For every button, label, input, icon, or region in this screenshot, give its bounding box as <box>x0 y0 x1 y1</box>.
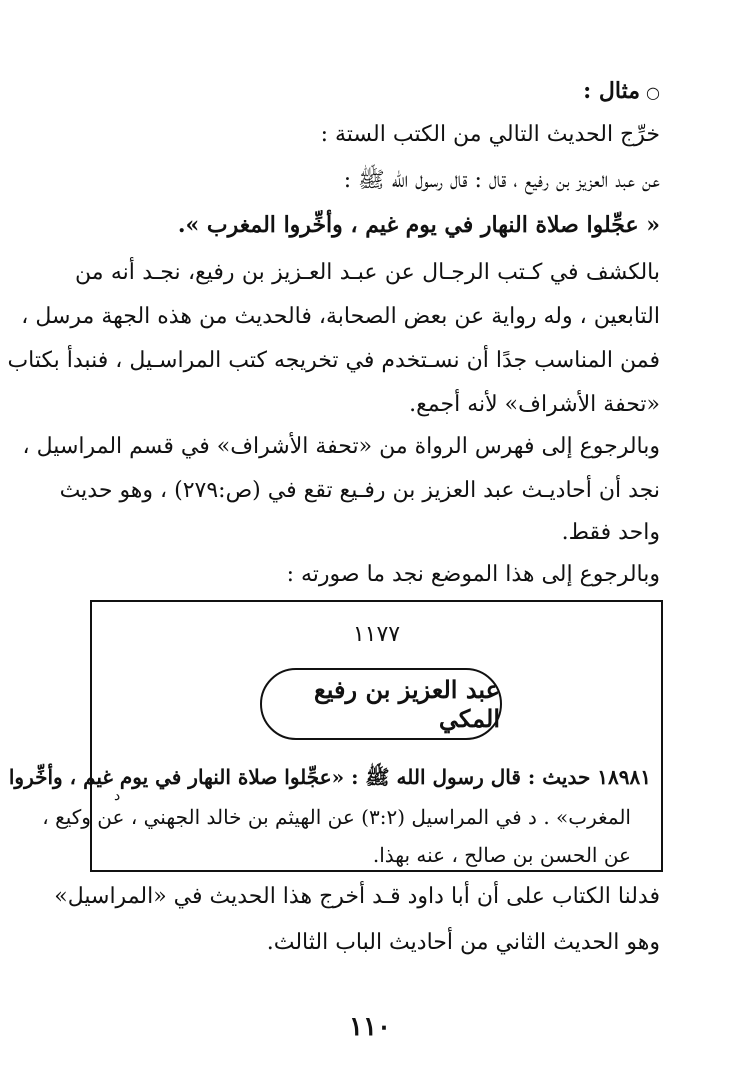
paragraph-line: وبالرجوع إلى هذا الموضع نجد ما صورته : <box>286 562 660 587</box>
narrator-name: عبد العزيز بن رفيع المكي <box>314 675 500 733</box>
index-excerpt-box <box>8 600 663 872</box>
paragraph-line: التابعين ، وله رواية عن بعض الصحابة، فالحديث من هذه الجهة مرسل ، <box>21 304 660 329</box>
paragraph-line: «تحفة الأشراف» لأنه أجمع. <box>409 392 660 417</box>
paragraph-line: واحد فقط. <box>561 520 660 545</box>
excerpt-line: ١٨٩٨١ حديث : قال رسول الله ﷺ : «عجِّلوا صلاة النهار في يوم غيم ، وأخِّروا <box>8 765 651 789</box>
excerpt-line: عن الحسن بن صالح ، عنه بهذا. <box>372 843 631 867</box>
example-label: مثال : <box>583 78 641 104</box>
paragraph-line: بالكشف في كـتب الرجـال عن عبـد العـزيز بن رفيع، نجـد أنه من <box>75 260 660 285</box>
entry-number: ١١٧٧ <box>352 622 401 647</box>
chain-line: عن عبد العزيز بن رفيع ، قال : قال رسول الله ﷺ : <box>343 168 660 193</box>
hadith-text: « عجِّلوا صلاة النهار في يوم غيم ، وأخِّروا المغرب ». <box>177 212 660 238</box>
abbrev-mark: د <box>114 788 121 804</box>
page-number: ١١٠ <box>349 1012 391 1042</box>
paragraph-line: فمن المناسب جدًا أن نسـتخدم في تخريجه كتب المراسـيل ، فنبدأ بكتاب <box>7 348 660 373</box>
closing-line: وهو الحديث الثاني من أحاديث الباب الثالث. <box>266 930 660 955</box>
circle-bullet-icon: ○ <box>646 83 660 102</box>
narrator-name-pill <box>260 668 502 740</box>
intro-line: خرِّج الحديث التالي من الكتب الستة : <box>320 122 660 147</box>
example-heading <box>75 76 660 108</box>
closing-line: فدلنا الكتاب على أن أبا داود قـد أخرج هذا الحديث في «المراسيل» <box>54 884 660 909</box>
excerpt-line: المغرب» . د في المراسيل (٣:٢) عن الهيثم بن خالد الجهني ، عن وكيع ، <box>42 805 631 829</box>
paragraph-line: وبالرجوع إلى فهرس الرواة من «تحفة الأشراف» في قسم المراسيل ، <box>22 434 660 459</box>
paragraph-line: نجد أن أحاديـث عبد العزيز بن رفـيع تقع في (ص:٢٧٩) ، وهو حديث <box>59 478 660 503</box>
